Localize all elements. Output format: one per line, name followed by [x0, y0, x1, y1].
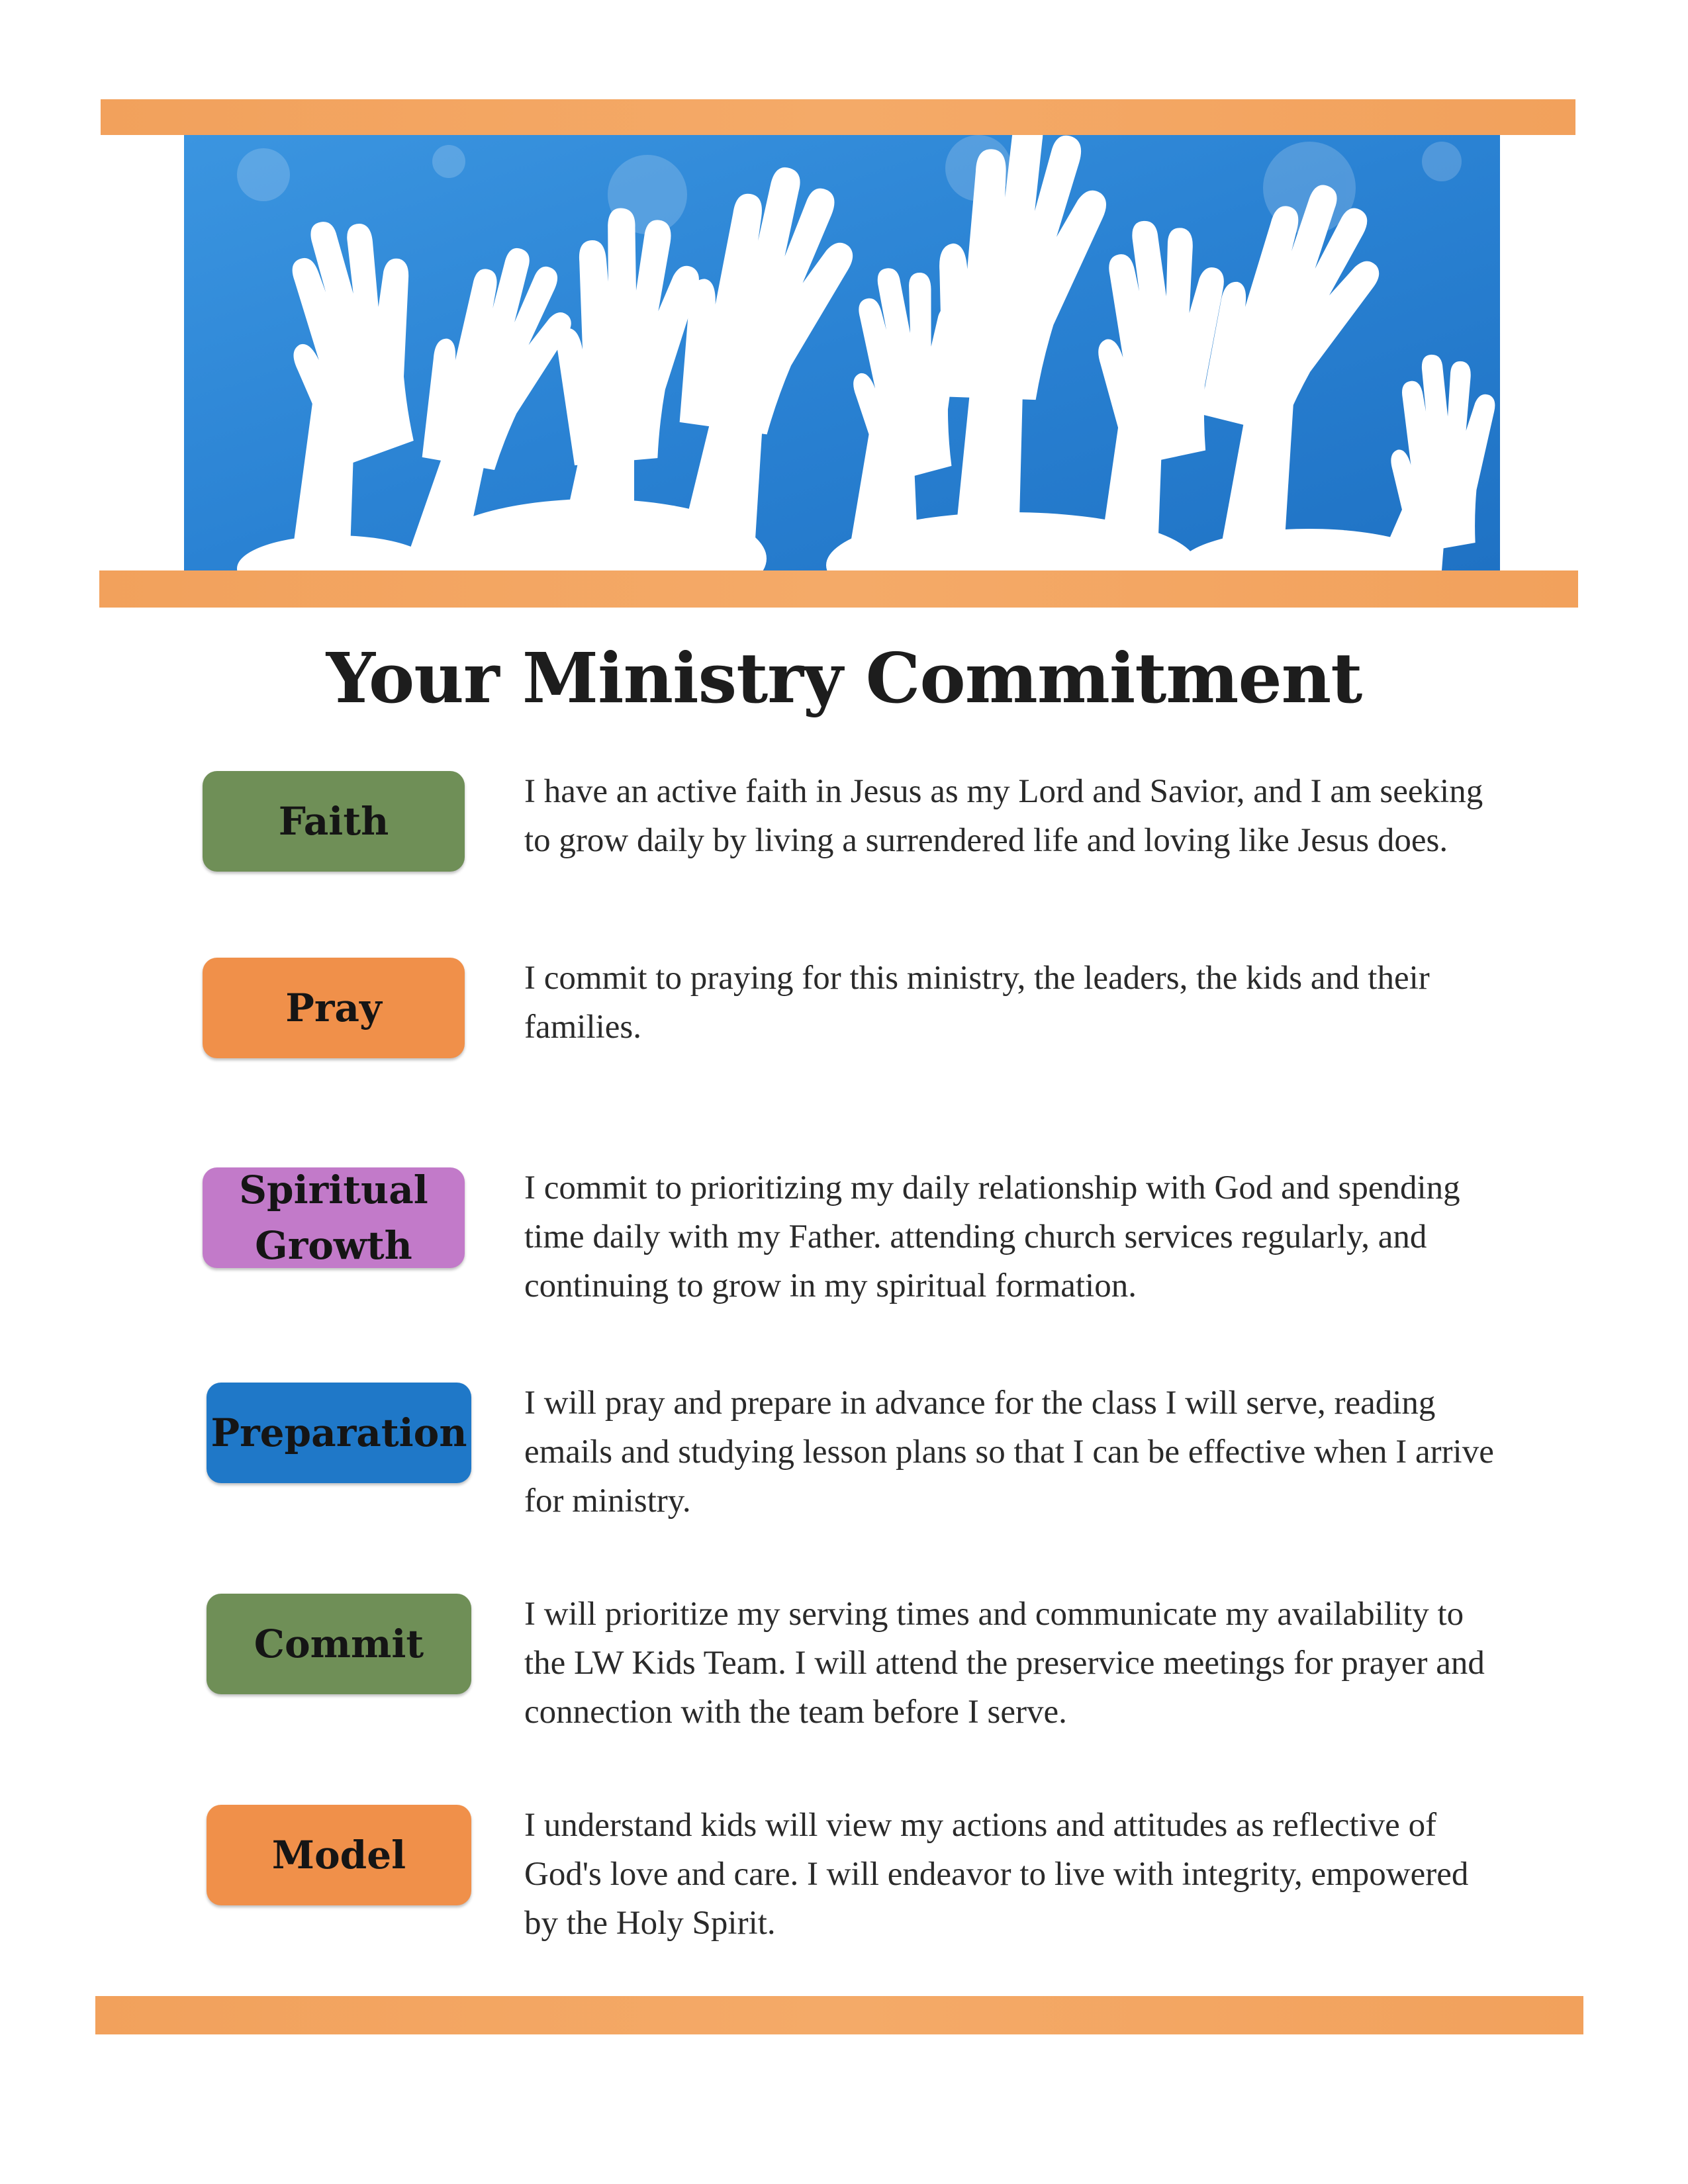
raised-hands-image	[184, 135, 1500, 570]
bottom-orange-bar	[95, 1996, 1583, 2034]
page-title: Your Ministry Commitment	[326, 637, 1362, 719]
faith-badge: Faith	[203, 771, 465, 872]
preparation-badge: Preparation	[207, 1383, 471, 1483]
preparation-description: I will pray and prepare in advance for the class I will serve, reading emails and studying lesson plans so that I can be effective when I arrive for ministry.	[524, 1385, 1494, 1520]
top-orange-bar	[101, 99, 1575, 135]
model-badge: Model	[207, 1805, 471, 1905]
spiritual-growth-description: I commit to prioritizing my daily relationship with God and spending time daily with my Father. attending church services regularly, and continuing to grow in my spiritual formation.	[524, 1169, 1460, 1304]
pray-badge: Pray	[203, 958, 465, 1058]
raised-hands-banner	[184, 135, 1500, 570]
commit-badge: Commit	[207, 1594, 471, 1694]
commit-description: I will prioritize my serving times and communicate my availability to the LW Kids Team. I will attend the preservice meetings for prayer and connection with the team before I serve.	[524, 1596, 1485, 1731]
model-description: I understand kids will view my actions and attitudes as reflective of God's love and care. I will endeavor to live with integrity, empowered by the Holy Spirit.	[524, 1807, 1469, 1942]
faith-description: I have an active faith in Jesus as my Lord and Savior, and I am seeking to grow daily by living a surrendered life and loving like Jesus does.	[524, 773, 1483, 859]
middle-orange-bar	[99, 570, 1578, 608]
pray-description: I commit to praying for this ministry, the leaders, the kids and their families.	[524, 960, 1430, 1046]
spiritual-growth-badge: Spiritual Growth	[203, 1167, 465, 1268]
